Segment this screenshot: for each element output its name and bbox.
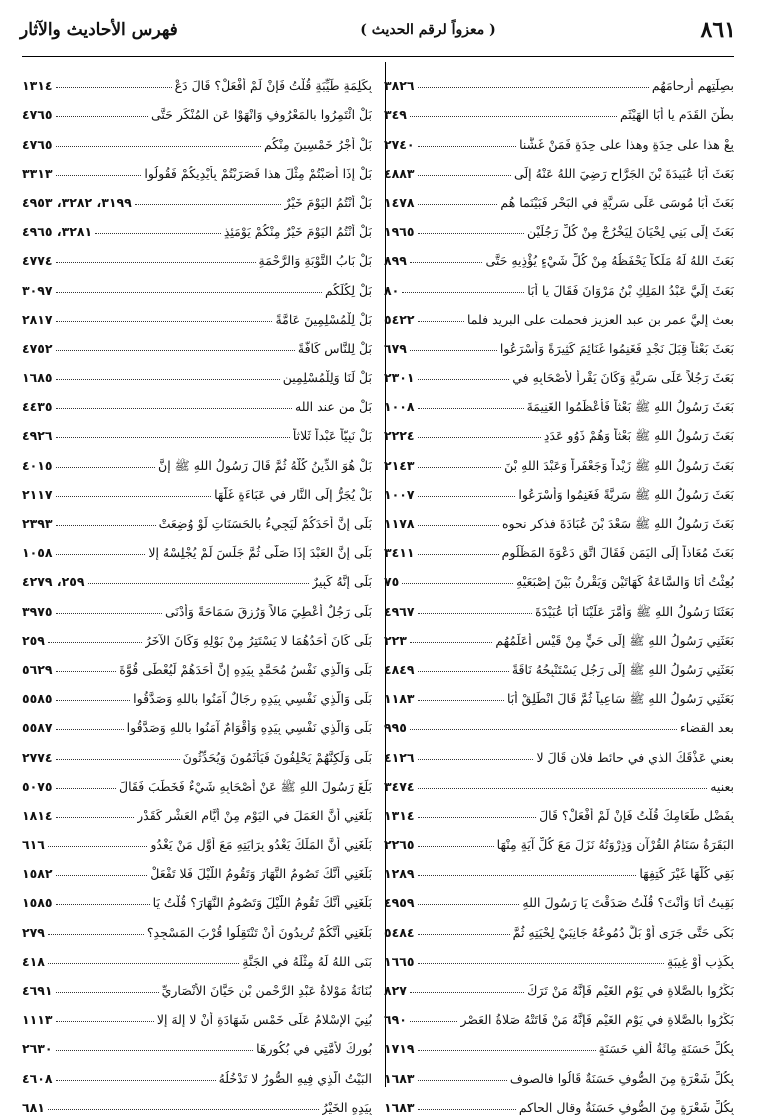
entry-reference-number: ٦٧٩ bbox=[384, 340, 407, 356]
entry-text: بَلَى إنَّهُ كَبِيرٌ bbox=[311, 574, 372, 590]
index-entry bbox=[22, 619, 372, 648]
index-entry bbox=[384, 852, 734, 881]
index-entry bbox=[22, 414, 372, 443]
entry-reference-number: ٢١١٧ bbox=[22, 486, 53, 502]
entry-text: بِفَضْلِ طَعَامِكَ قُلْتُ فَإنْ لَمْ أفْعَلْ؟ قَالَ bbox=[539, 807, 734, 823]
entry-text: بَلَى وَالَّذِي نَفْسُ مُحَمَّدٍ بِيَدِهِ إنَّ أحَدَهُمْ لَيُعْطَى قُوَّةَ bbox=[119, 661, 372, 677]
index-entry bbox=[22, 940, 372, 969]
index-entry bbox=[384, 969, 734, 998]
index-entry bbox=[384, 502, 734, 531]
dot-leader bbox=[56, 524, 156, 526]
entry-text: بَلْ أنْتُمُ اليَوْمَ خَيْرٌ bbox=[284, 194, 372, 210]
dot-leader bbox=[56, 991, 159, 993]
entry-reference-number: ١٦٨٥ bbox=[22, 370, 53, 386]
entry-text: بَعَثَ رَسُولُ اللهِ ﷺ زَيْداً وَجَعْفَراً وَعَبْدَ اللهِ بْنَ bbox=[504, 457, 734, 473]
entry-reference-number: ١٠٥٨ bbox=[22, 545, 53, 561]
entry-reference-number: ٤٦٩١ bbox=[22, 983, 53, 998]
dot-leader bbox=[418, 378, 510, 380]
entry-reference-number: ٤٠١٥ bbox=[22, 457, 53, 473]
entry-reference-number: ٦٨١ bbox=[22, 1099, 45, 1115]
entry-reference-number: ١٣١٤ bbox=[22, 78, 53, 94]
entry-reference-number: ٣٠٩٧ bbox=[22, 282, 53, 298]
dot-leader bbox=[56, 670, 117, 672]
entry-text: بعنيه bbox=[710, 778, 734, 794]
index-entry bbox=[384, 589, 734, 618]
index-entry bbox=[384, 298, 734, 327]
entry-reference-number: ٤٩٦٧ bbox=[384, 603, 415, 619]
entry-text: بَلْ نَبِيّاً عَبْداً ثَلاثاً bbox=[292, 428, 372, 444]
entry-reference-number: ٣٤١١ bbox=[384, 545, 415, 561]
entry-text: بُنَانَةُ مَوْلاةُ عَبْدِ الرَّحْمنِ بْنِ حَيَّانَ الأنْصَارِيِّ bbox=[161, 983, 372, 998]
dot-leader bbox=[95, 232, 221, 234]
entry-reference-number: ٤٩٢٦ bbox=[22, 428, 53, 444]
dot-leader bbox=[402, 291, 524, 293]
index-entry bbox=[384, 881, 734, 910]
entry-text: بَعَثَ إلَيَّ عَبْدُ المَلِكِ بْنُ مَرْوَانَ فَقَالَ يا أبَا bbox=[527, 282, 734, 298]
entry-text: بَلْ أنْتُمُ اليَوْمَ خَيْرٌ مِنْكُمْ يَوْمَئِذٍ bbox=[223, 224, 372, 240]
entry-reference-number: ٤٤٣٥ bbox=[22, 399, 53, 415]
entry-reference-number: ٢٢٦٥ bbox=[384, 837, 415, 853]
index-entry bbox=[384, 356, 734, 385]
entry-reference-number: ٣٤٧٤ bbox=[384, 778, 415, 794]
entry-text: بَلْ من عند الله bbox=[295, 399, 372, 415]
dot-leader bbox=[418, 699, 504, 701]
entry-text: بَلَى إنَّ العَبْدَ إذَا صَلَّى ثُمَّ جَلَسَ لَمْ يُجْلِسْهُ إلا bbox=[148, 545, 372, 561]
index-entry bbox=[22, 852, 372, 881]
dot-leader bbox=[418, 933, 510, 935]
dot-leader bbox=[410, 261, 483, 263]
entry-text: بَلَغَنِي أنَّ المَلَكَ يَغْدُو بِرَايَتِهِ مَعَ أوَّلِ مَنْ يَغْدُو bbox=[150, 837, 372, 853]
index-entry bbox=[22, 969, 372, 998]
entry-reference-number: ١٤٧٨ bbox=[384, 194, 415, 210]
entry-reference-number: ٢٣٩٣ bbox=[22, 516, 53, 531]
entry-text: البَيْتُ الَّذِي فِيهِ الصُّورُ لا تَدْخُلُهُ bbox=[218, 1070, 372, 1086]
entry-reference-number: ٥٥٨٧ bbox=[22, 720, 53, 736]
entry-text: بَلَى وَالَّذِي نَفْسِي بِيَدِهِ وَأقْوَامٌ آمَنُوا باللهِ وَصَدَّقُوا bbox=[126, 720, 372, 736]
entry-reference-number: ٩٩٥ bbox=[384, 720, 407, 736]
entry-reference-number: ٢٣٠١ bbox=[384, 370, 415, 386]
index-entry bbox=[384, 327, 734, 356]
index-entry bbox=[384, 64, 734, 93]
index-entry bbox=[22, 560, 372, 589]
entry-text: البَقَرَةُ سَنَامُ القُرْآنِ وَذِرْوَتُهُ نَزَلَ مَعَ كُلِّ آيَةٍ مِنْهَا bbox=[496, 837, 734, 853]
entry-text: بَعَثَ أبَا مُوسَى عَلَى سَرِيَّةٍ في البَحْرِ فَبَيْنَما هُم bbox=[500, 194, 734, 210]
index-entry bbox=[384, 181, 734, 210]
index-entry bbox=[384, 677, 734, 706]
entry-text: بِكُلِّ حَسَنَةٍ مِائَةُ ألفِ حَسَنَةٍ bbox=[598, 1041, 734, 1057]
entry-reference-number: ٢٥٩ bbox=[22, 632, 45, 648]
entry-reference-number: ٤٧٧٤ bbox=[22, 253, 53, 269]
dot-leader bbox=[410, 349, 497, 351]
entry-text: بَقِي كُلُّهَا غَيْرَ كَتِفِهَا bbox=[639, 866, 734, 882]
index-entry bbox=[384, 414, 734, 443]
entry-reference-number: ٨٠ bbox=[384, 282, 400, 298]
dot-leader bbox=[48, 1108, 319, 1110]
dot-leader bbox=[56, 903, 150, 905]
entry-reference-number: ٢٨١٧ bbox=[22, 311, 53, 327]
entry-reference-number: ٣١٩٩، ٣٢٨٢، ٤٩٥٣ bbox=[22, 194, 132, 210]
index-entry bbox=[384, 940, 734, 969]
dot-leader bbox=[56, 291, 322, 293]
entry-text: بَلَى رَجُلٌ أُعْطِيَ مَالاً وَرُزِقَ سَمَاحَةً وَأَدْنَى bbox=[164, 603, 372, 619]
dot-leader bbox=[56, 349, 295, 351]
index-entry bbox=[384, 443, 734, 472]
entry-text: بَلَغَنِي أنَّكَ تَصُومُ النَّهَارَ وَتَقُومُ اللَّيْلَ فَلا تَفْعَلْ bbox=[150, 866, 372, 882]
index-entry bbox=[384, 648, 734, 677]
dot-leader bbox=[418, 407, 524, 409]
entry-text: بَعَثَ رَسُولُ اللهِ ﷺ سَرِيَّةً فَغَنِمُوا وَأَسْرَعُوا bbox=[518, 486, 734, 502]
dot-leader bbox=[135, 203, 282, 205]
index-entry bbox=[22, 881, 372, 910]
entry-reference-number: ٣٤٩ bbox=[384, 107, 407, 123]
entry-text: بصِلَتِهِم أرحامَهُم bbox=[651, 78, 734, 94]
dot-leader bbox=[418, 436, 541, 438]
dot-leader bbox=[410, 728, 677, 730]
index-entry bbox=[384, 823, 734, 852]
entry-text: بِكَلِمَةٍ طَيِّبَةٍ قُلْتُ فَإنْ لَمْ أفْعَلْ؟ قَالَ دَعْ bbox=[174, 78, 372, 94]
entry-text: بَعَثَنِي رَسُولُ اللهِ ﷺ إلَى رَجُلٍ يَسْتَنْبِحُهُ نَاقَةً bbox=[511, 661, 734, 677]
left-column bbox=[22, 64, 372, 1115]
index-entry bbox=[22, 531, 372, 560]
entry-text: بَلْ بَابُ التَّوْبَةِ وَالرَّحْمَةِ bbox=[258, 253, 372, 269]
dot-leader bbox=[418, 466, 502, 468]
dot-leader bbox=[418, 553, 499, 555]
entry-text: بَلَى إنَّ أحَدَكُمْ لَيَجِيءُ بالحَسَنَاتِ لَوْ وُضِعَتْ bbox=[158, 516, 372, 531]
index-entry bbox=[22, 706, 372, 735]
dot-leader bbox=[48, 962, 239, 964]
index-entry bbox=[22, 910, 372, 939]
index-entry bbox=[22, 794, 372, 823]
entry-text: بطْنَ القَدَمِ يا أبَا الهَيْثَم bbox=[619, 107, 734, 123]
entry-reference-number: ٤٨٨٣ bbox=[384, 165, 415, 181]
index-entry bbox=[384, 239, 734, 268]
dot-leader bbox=[418, 1108, 516, 1110]
entry-reference-number: ١٦٦٥ bbox=[384, 953, 415, 969]
entry-reference-number: ٣٩٧٥ bbox=[22, 603, 53, 619]
index-entry bbox=[22, 823, 372, 852]
entry-text: بَلْ هُوَ الدِّينُ كُلُّهُ ثُمَّ قَالَ رَسُولُ اللهِ ﷺ إنَّ bbox=[158, 457, 372, 473]
entry-text: بِيَدِهِ الخَيْرُ bbox=[321, 1099, 372, 1115]
entry-text: بَعَثَنَا رَسُولُ اللهِ ﷺ وَأَمَّرَ عَلَيْنَا أبَا عُبَيْدَةَ bbox=[535, 603, 734, 619]
entry-reference-number: ١١١٣ bbox=[22, 1012, 53, 1028]
index-entry bbox=[22, 239, 372, 268]
entry-reference-number: ٢٧٧٤ bbox=[22, 749, 53, 765]
dot-leader bbox=[410, 991, 524, 993]
dot-leader bbox=[418, 612, 533, 614]
index-entry bbox=[384, 531, 734, 560]
entry-reference-number: ١٢٨٩ bbox=[384, 866, 415, 882]
dot-leader bbox=[402, 582, 513, 584]
index-entry bbox=[384, 152, 734, 181]
entry-text: بَلْ لِلْمُسْلِمِينَ عَامَّةً bbox=[275, 311, 372, 327]
dot-leader bbox=[56, 787, 116, 789]
entry-reference-number: ٣٢٨١، ٤٩٦٥ bbox=[22, 224, 93, 240]
entry-reference-number: ١١٧٨ bbox=[384, 516, 415, 531]
index-entry bbox=[22, 210, 372, 239]
index-entry bbox=[22, 473, 372, 502]
entry-text: بَلَغَ رَسُولَ اللهِ ﷺ عَنْ أصْحَابِهِ شَيْءٌ فَخَطَبَ فَقَالَ bbox=[119, 778, 372, 794]
index-entry bbox=[22, 298, 372, 327]
dot-leader bbox=[88, 582, 309, 584]
entry-reference-number: ٤٩٥٩ bbox=[384, 895, 415, 911]
dot-leader bbox=[418, 1049, 596, 1051]
dot-leader bbox=[418, 845, 494, 847]
entry-text: بِعْ هذا على حِدَةٍ وهذا على حِدَةٍ فَمَنْ غَشَّنا bbox=[519, 136, 734, 152]
index-entry bbox=[22, 93, 372, 122]
header-title: فهرس الأحاديث والآثار bbox=[20, 20, 178, 40]
dot-leader bbox=[48, 933, 144, 935]
entry-text: بَلَغَنِي أنَّكُمْ تُرِيدُونَ أنْ تَنْتَقِلُوا قُرْبَ المَسْجِدِ؟ bbox=[146, 924, 372, 940]
entry-text: بَلْ لَنَا وَلِلْمُسْلِمِين bbox=[282, 370, 372, 386]
entry-text: بِكَذِبٍ أوْ غِيبَةٍ bbox=[667, 953, 734, 969]
entry-text: بَعَثَ مُعَاذاً إلَى اليَمَنِ فَقَالَ اتَّقِ دَعْوَةَ المَظْلُومِ bbox=[501, 545, 734, 561]
dot-leader bbox=[56, 1079, 216, 1081]
dot-leader bbox=[418, 86, 649, 88]
entry-text: بَنَى اللهُ لَهُ مِثْلَهُ في الجَنَّةِ bbox=[242, 953, 372, 969]
entry-text: بَلَى كَانَ أحَدُهُمَا لا يَسْتَتِرُ مِنْ بَوْلِهِ وَكَانَ الآخَرُ bbox=[144, 632, 372, 648]
index-entry bbox=[22, 327, 372, 356]
dot-leader bbox=[48, 845, 147, 847]
entry-text: بَكَى حَتَّى جَرَى أوْ بَلَّ دُمُوعُهُ جَانِبَيْ لِحْيَتِهِ ثُمَّ bbox=[512, 924, 734, 940]
index-entry bbox=[384, 910, 734, 939]
entry-text: بعني عَذْقَكَ الذي في حائط فلان قَالَ لا bbox=[536, 749, 734, 765]
dot-leader bbox=[56, 320, 273, 322]
entry-reference-number: ٢٧٩ bbox=[22, 924, 45, 940]
index-entry bbox=[22, 385, 372, 414]
entry-reference-number: ٦١٦ bbox=[22, 837, 45, 853]
entry-reference-number: ١٧١٩ bbox=[384, 1041, 415, 1057]
index-entry bbox=[22, 648, 372, 677]
entry-reference-number: ٢٥٩، ٤٢٧٩ bbox=[22, 574, 85, 590]
entry-reference-number: ٢٢٢٤ bbox=[384, 428, 415, 444]
header-rule bbox=[22, 56, 734, 57]
entry-text: بَلَغَنِي أنَّكَ تَقُومُ اللَّيْلَ وَتَصُومُ النَّهَارَ؟ قُلْتُ يَا bbox=[152, 895, 372, 911]
dot-leader bbox=[418, 903, 520, 905]
entry-reference-number: ٢٦٣٠ bbox=[22, 1041, 53, 1057]
dot-leader bbox=[56, 1049, 254, 1051]
index-entry bbox=[384, 1056, 734, 1085]
dot-leader bbox=[56, 261, 256, 263]
entry-reference-number: ٥٤٨٤ bbox=[384, 924, 415, 940]
entry-reference-number: ٨٢٧ bbox=[384, 983, 407, 998]
entry-reference-number: ١٦٨٣ bbox=[384, 1070, 415, 1086]
entry-text: بَعَثَ رَسُولُ اللهِ ﷺ سَعْدَ بْنَ عُبَادَةَ فذكر نحوه bbox=[502, 516, 734, 531]
entry-reference-number: ١٣١٤ bbox=[384, 807, 415, 823]
index-entry bbox=[22, 589, 372, 618]
dot-leader bbox=[56, 407, 292, 409]
index-entry bbox=[384, 210, 734, 239]
entry-reference-number: ٧٥ bbox=[384, 574, 400, 590]
index-entry bbox=[384, 268, 734, 297]
entry-text: بَعَثَ رَسُولُ اللهِ ﷺ بَعْثاً فَأَعْظَمُوا الغَنِيمَةَ bbox=[526, 399, 734, 415]
index-entry bbox=[22, 1027, 372, 1056]
entry-reference-number: ٦٩٠ bbox=[384, 1012, 407, 1028]
entry-reference-number: ٣٣١٣ bbox=[22, 165, 53, 181]
dot-leader bbox=[56, 86, 172, 88]
entry-text: بَلَى وَالَّذِي نَفْسِي بِيَدِهِ رِجَالٌ آمَنُوا باللهِ وَصَدَّقُوا bbox=[133, 691, 372, 707]
index-entry bbox=[384, 735, 734, 764]
index-entry bbox=[384, 1027, 734, 1056]
entry-text: بِكُلِّ شَعْرَةٍ مِنَ الصُّوفِ حَسَنَةٌ وقال الحاكم bbox=[518, 1099, 734, 1115]
index-entry bbox=[384, 794, 734, 823]
dot-leader bbox=[48, 641, 142, 643]
entry-reference-number: ٤٦٠٨ bbox=[22, 1070, 53, 1086]
entry-reference-number: ١٥٨٥ bbox=[22, 895, 53, 911]
entry-text: بَعَثَنِي رَسُولُ اللهِ ﷺ إلَى حَيٍّ مِنْ قَيْسٍ أُعَلِّمُهُم bbox=[495, 632, 734, 648]
entry-reference-number: ٤١٢٦ bbox=[384, 749, 415, 765]
entry-reference-number: ٥٤٢٢ bbox=[384, 311, 415, 327]
dot-leader bbox=[418, 320, 464, 322]
index-entry bbox=[384, 385, 734, 414]
dot-leader bbox=[56, 466, 155, 468]
entry-text: بَلْ لِلنَّاسِ كَافَّةً bbox=[297, 340, 372, 356]
dot-leader bbox=[418, 1079, 507, 1081]
entry-text: بُعِثْتُ أنَا وَالسَّاعَةُ كَهَاتَيْنِ وَيَقْرِنُ بَيْنَ إصْبَعَيْهِ bbox=[516, 574, 734, 590]
dot-leader bbox=[56, 115, 148, 117]
entry-text: بَعَثَ أبَا عُبَيدَةَ بْنَ الجَرَّاحِ رَضِيَ اللهُ عَنْهُ إلَى bbox=[513, 165, 734, 181]
index-entry bbox=[384, 765, 734, 794]
entry-text: بَكِّرُوا بالصَّلاةِ في يَوْمِ الغَيْمِ فَإنَّهُ مَنْ فَاتَتْهُ صَلاةُ العَصْرِ bbox=[460, 1012, 734, 1028]
entry-text: بَعَثَ بَعْثاً قِبَلَ نَجْدٍ فَغَنِمُوا غَنَائِمَ كَثِيرَةً وَأَسْرَعُوا bbox=[499, 340, 734, 356]
index-entry bbox=[384, 122, 734, 151]
dot-leader bbox=[418, 816, 537, 818]
index-entry bbox=[22, 1056, 372, 1085]
entry-reference-number: ٤٧٦٥ bbox=[22, 107, 53, 123]
index-entry bbox=[384, 998, 734, 1027]
dot-leader bbox=[56, 874, 148, 876]
entry-text: بُنِيَ الإسْلامُ عَلَى خَمْسٍ شَهَادَةِ أنْ لا إلهَ إلا bbox=[156, 1012, 372, 1028]
right-column bbox=[384, 64, 734, 1115]
entry-text: بَلْ إذَا أصَبْتُمْ مِثْلَ هذا فَصَرَبْتُمْ بِأيْدِيكُمْ فَقُولُوا bbox=[144, 165, 372, 181]
entry-reference-number: ٥٠٧٥ bbox=[22, 778, 53, 794]
index-entry bbox=[384, 560, 734, 589]
dot-leader bbox=[418, 174, 511, 176]
dot-leader bbox=[418, 145, 517, 147]
index-entry bbox=[384, 706, 734, 735]
page-number: ٨٦١ bbox=[700, 17, 736, 43]
entry-reference-number: ٨٩٩ bbox=[384, 253, 407, 269]
entry-text: بَقِيتُ أنَا وَأَنْتَ؟ قُلْتُ صَدَقْتَ يَا رَسُولَ اللهِ bbox=[522, 895, 734, 911]
entry-reference-number: ٢١٤٣ bbox=[384, 457, 415, 473]
dot-leader bbox=[410, 115, 617, 117]
dot-leader bbox=[56, 145, 261, 147]
dot-leader bbox=[56, 378, 280, 380]
dot-leader bbox=[56, 436, 290, 438]
entry-reference-number: ٢٢٣ bbox=[384, 632, 407, 648]
dot-leader bbox=[56, 758, 180, 760]
dot-leader bbox=[56, 816, 135, 818]
index-entry bbox=[384, 473, 734, 502]
dot-leader bbox=[56, 495, 212, 497]
index-entry bbox=[22, 152, 372, 181]
dot-leader bbox=[418, 787, 708, 789]
dot-leader bbox=[56, 1020, 154, 1022]
entry-text: بُورِكَ لأمَّتِي في بُكُورِهَا bbox=[256, 1041, 372, 1057]
index-entry bbox=[22, 122, 372, 151]
entry-text: بعد القضاء bbox=[679, 720, 734, 736]
index-entry bbox=[384, 93, 734, 122]
entry-reference-number: ٥٥٨٥ bbox=[22, 691, 53, 707]
dot-leader bbox=[56, 612, 162, 614]
header-subtitle: ( معزواً لرقم الحديث ) bbox=[360, 22, 496, 38]
dot-leader bbox=[410, 1020, 458, 1022]
dot-leader bbox=[56, 699, 131, 701]
dot-leader bbox=[56, 553, 146, 555]
index-entry bbox=[384, 619, 734, 648]
entry-reference-number: ١١٨٣ bbox=[384, 691, 415, 707]
entry-text: بَكِّرُوا بالصَّلاةِ في يَوْمِ الغَيْمِ فَإنَّهُ مَنْ تَرَكَ bbox=[527, 983, 734, 998]
entry-text: بعث إليَّ عمر بن عبد العزيز فحملت على البريد فلما bbox=[466, 311, 734, 327]
entry-reference-number: ١٠٠٨ bbox=[384, 399, 415, 415]
entry-reference-number: ٤١٨ bbox=[22, 953, 45, 969]
entry-reference-number: ٤٧٦٥ bbox=[22, 136, 53, 152]
entry-reference-number: ٢٧٤٠ bbox=[384, 136, 415, 152]
entry-text: بَلْ ائْتَمِرُوا بالمَعْرُوفِ وَانْهَوْا عَنِ المُنْكَرِ حَتَّى bbox=[150, 107, 372, 123]
dot-leader bbox=[418, 495, 516, 497]
entry-text: بَلْ لِكُلِّكُم bbox=[325, 282, 372, 298]
entry-text: بَعَثَ اللهُ لَهُ مَلَكاً يَحْفَظُهُ مِنْ كُلِّ شَيْءٍ يُؤْذِيهِ حَتَّى bbox=[485, 253, 734, 269]
entry-text: بَعَثَنِي رَسُولُ اللهِ ﷺ سَاعِياً ثُمَّ قَالَ انْطَلِقْ أبَا bbox=[506, 691, 734, 707]
index-entry bbox=[22, 677, 372, 706]
entry-reference-number: ١٠٠٧ bbox=[384, 486, 415, 502]
dot-leader bbox=[418, 874, 637, 876]
index-entry bbox=[22, 64, 372, 93]
index-entry bbox=[22, 765, 372, 794]
dot-leader bbox=[418, 232, 524, 234]
dot-leader bbox=[410, 641, 492, 643]
entry-text: بَلَغَنِي أنَّ العَمَلَ في اليَوْمِ مِنْ أيَّامِ العَشْرِ كَقَدْرِ bbox=[137, 807, 372, 823]
entry-reference-number: ١٥٨٢ bbox=[22, 866, 53, 882]
dot-leader bbox=[418, 962, 665, 964]
entry-reference-number: ٣٨٢٦ bbox=[384, 78, 415, 94]
index-entry bbox=[22, 356, 372, 385]
entry-text: بَعَثَ رَجُلاً عَلَى سَرِيَّةٍ وَكَانَ يَقْرأُ لأَصْحَابِهِ في bbox=[512, 370, 734, 386]
entry-text: بِكُلِّ شَعْرَةٍ مِنَ الصُّوفِ حَسَنَةٌ قَالُوا فالصوف bbox=[509, 1070, 734, 1086]
entry-reference-number: ٤٨٤٩ bbox=[384, 661, 415, 677]
entry-text: بَعَثَ رَسُولُ اللهِ ﷺ بَعْثاً وَهُمْ ذَوُو عَدَدٍ bbox=[543, 428, 734, 444]
entry-reference-number: ٤٧٥٢ bbox=[22, 340, 53, 356]
index-entry bbox=[22, 443, 372, 472]
index-entry bbox=[22, 268, 372, 297]
index-entry bbox=[384, 1086, 734, 1115]
index-entry bbox=[22, 1086, 372, 1115]
index-entry bbox=[22, 502, 372, 531]
entry-reference-number: ١٦٨٣ bbox=[384, 1099, 415, 1115]
dot-leader bbox=[418, 758, 534, 760]
dot-leader bbox=[418, 524, 499, 526]
entry-text: بَعَثَ إلَى بَنِي لِحْيَانَ لِيَخْرُجْ مِنْ كُلِّ رَجُلَيْنِ bbox=[526, 224, 734, 240]
dot-leader bbox=[56, 728, 124, 730]
dot-leader bbox=[418, 670, 509, 672]
entry-text: بَلَى وَلَكِنَّهُمْ يَحْلِفُونَ فَيَأْثَمُونَ وَيُحَدِّثُونَ bbox=[182, 749, 372, 765]
dot-leader bbox=[56, 174, 142, 176]
entry-text: بَلْ أجْرُ خَمْسِينَ مِنْكُم bbox=[263, 136, 372, 152]
index-entry bbox=[22, 181, 372, 210]
page-header bbox=[20, 6, 736, 54]
index-entry bbox=[22, 735, 372, 764]
entry-reference-number: ١٩٦٥ bbox=[384, 224, 415, 240]
entry-text: بَلْ يُجَرُّ إلَى النَّارِ في عَبَاءَةٍ غَلَّهَا bbox=[214, 486, 372, 502]
entry-reference-number: ١٨١٤ bbox=[22, 807, 53, 823]
entry-reference-number: ٥٦٢٩ bbox=[22, 661, 53, 677]
dot-leader bbox=[418, 203, 498, 205]
index-entry bbox=[22, 998, 372, 1027]
